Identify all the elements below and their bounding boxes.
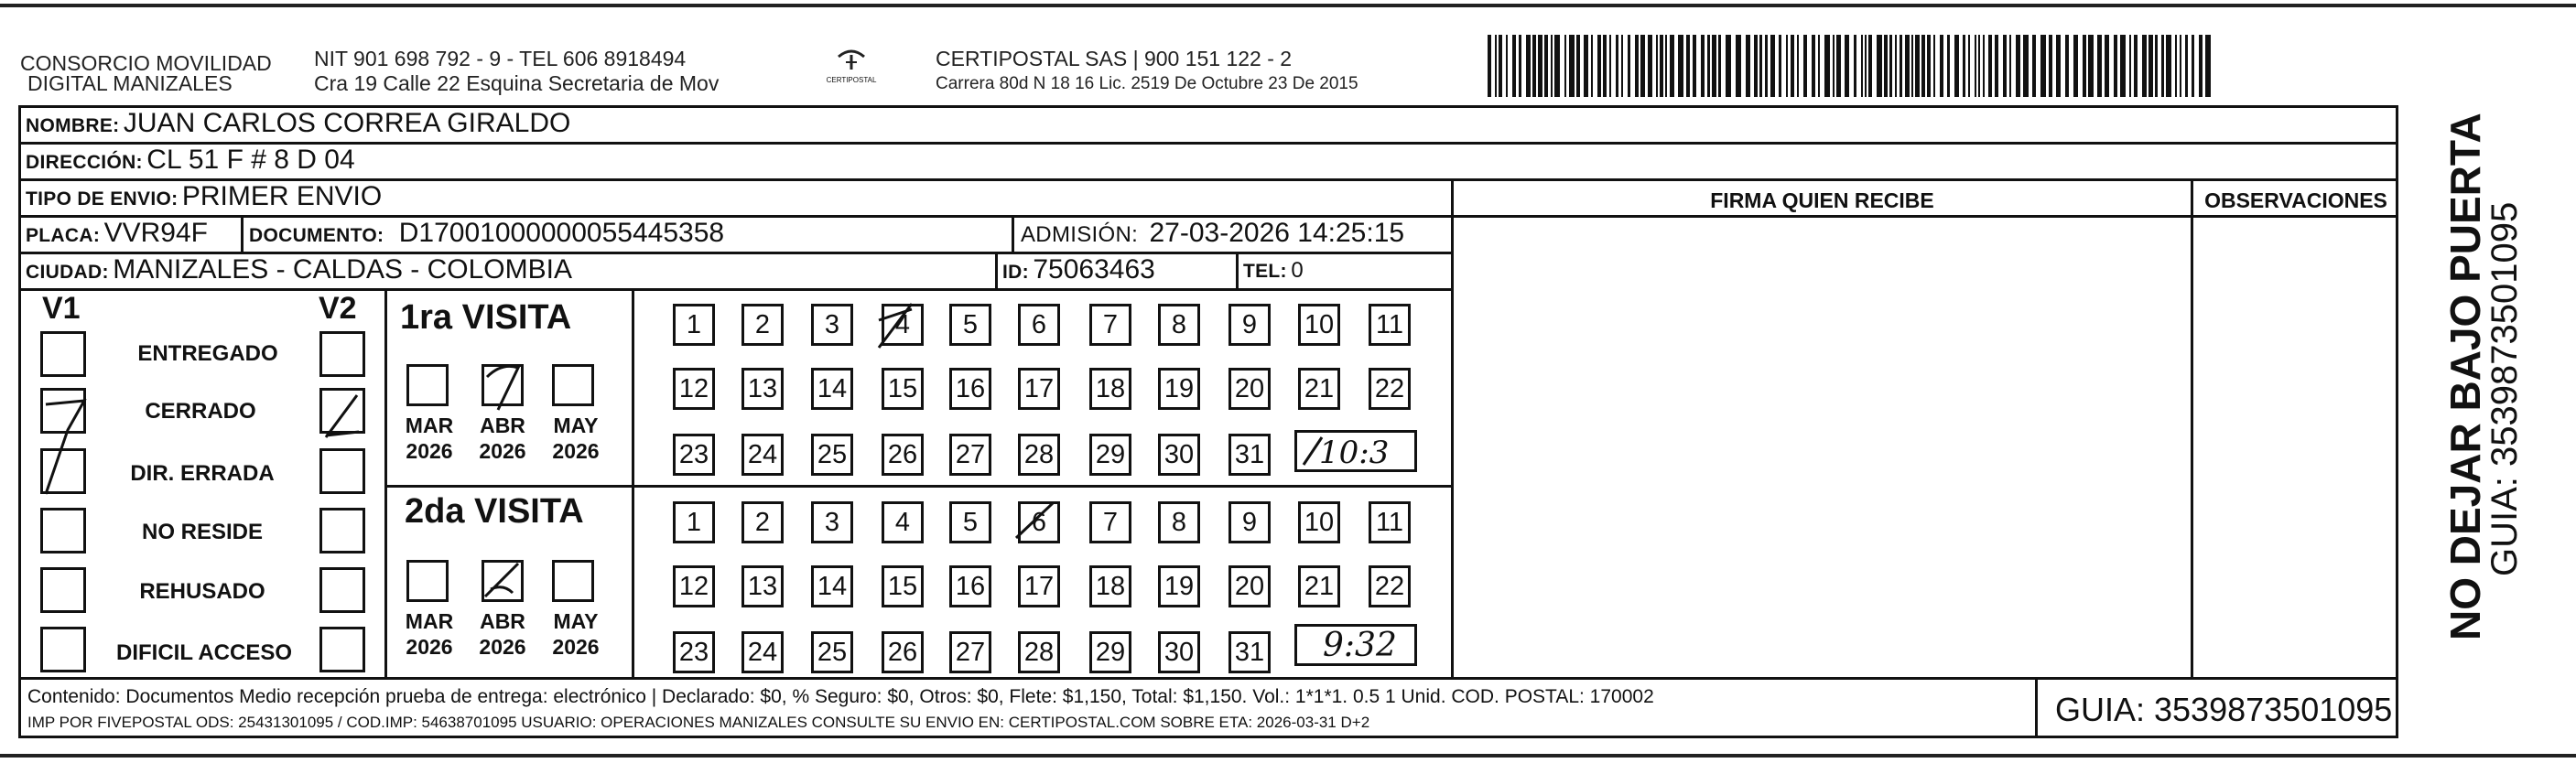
bottom-edge bbox=[0, 754, 2576, 758]
barcode-bar bbox=[2056, 35, 2061, 97]
barcode-bar bbox=[1603, 35, 1607, 97]
barcode-bar bbox=[1833, 35, 1835, 97]
barcode-bar bbox=[1812, 35, 1815, 97]
footer-guia-sep bbox=[2035, 677, 2038, 738]
barcode-bar bbox=[1564, 35, 1566, 97]
second-visit-year-abr: 2026 bbox=[479, 635, 526, 659]
barcode-bar bbox=[1915, 35, 1920, 97]
barcode-bar bbox=[1693, 35, 1696, 97]
first-visit-day-16[interactable]: 16 bbox=[949, 368, 991, 410]
second-visit-day-12[interactable]: 12 bbox=[673, 565, 715, 607]
first-visit-day-26[interactable]: 26 bbox=[882, 434, 924, 476]
placa-value: VVR94F bbox=[103, 218, 208, 248]
v1-rehusado-checkbox[interactable] bbox=[40, 567, 86, 613]
barcode-bar bbox=[1532, 35, 1536, 97]
documento-value: D17001000000055445358 bbox=[398, 218, 725, 248]
barcode-bar bbox=[1988, 35, 1992, 97]
barcode-bar bbox=[1656, 35, 1658, 97]
barcode-bar bbox=[2134, 35, 2138, 97]
v2-cerrado-checkbox[interactable] bbox=[319, 388, 365, 434]
barcode-bar bbox=[1968, 35, 1970, 97]
barcode-bar bbox=[1576, 35, 1580, 97]
first-visit-month-mar: MAR bbox=[405, 414, 454, 437]
barcode-bar bbox=[1726, 35, 1731, 97]
documento-field bbox=[249, 218, 724, 249]
firma-header: FIRMA QUIEN RECIBE bbox=[1710, 188, 1934, 212]
barcode-bar bbox=[1506, 35, 1508, 97]
barcode-bar bbox=[1746, 35, 1750, 97]
barcode-bar bbox=[1670, 35, 1674, 97]
barcode-bar bbox=[2088, 35, 2094, 97]
barcode-bar bbox=[1824, 35, 1830, 97]
second-visit-year-mar: 2026 bbox=[406, 635, 453, 659]
v2-entregado-checkbox[interactable] bbox=[319, 331, 365, 377]
barcode-bar bbox=[1686, 35, 1690, 97]
ciudad-label: CIUDAD: bbox=[26, 262, 109, 283]
barcode-bar bbox=[1736, 35, 1741, 97]
barcode-bar bbox=[1526, 35, 1531, 97]
barcode-bar bbox=[2073, 35, 2078, 97]
second-visit-day-10[interactable]: 10 bbox=[1298, 501, 1340, 543]
barcode-bar bbox=[1940, 35, 1943, 97]
second-visit-day-11[interactable]: 11 bbox=[1369, 501, 1411, 543]
admision-field bbox=[1021, 218, 1404, 249]
second-visit-day-23[interactable]: 23 bbox=[673, 631, 715, 673]
first-visit-day-20[interactable]: 20 bbox=[1228, 368, 1271, 410]
second-visit-day-22[interactable]: 22 bbox=[1369, 565, 1411, 607]
id-label: ID: bbox=[1002, 262, 1029, 283]
first-visit-year-mar: 2026 bbox=[406, 439, 453, 463]
barcode-bar bbox=[1861, 35, 1863, 97]
first-visit-day-19[interactable]: 19 bbox=[1158, 368, 1200, 410]
placa-sep bbox=[241, 215, 244, 252]
barcode-bar bbox=[2199, 35, 2203, 97]
first-visit-day-1[interactable]: 1 bbox=[673, 304, 715, 346]
barcode-bar bbox=[1963, 35, 1965, 97]
nombre-row bbox=[26, 108, 570, 139]
second-visit-day-28[interactable]: 28 bbox=[1018, 631, 1060, 673]
first-visit-day-6[interactable]: 6 bbox=[1018, 304, 1060, 346]
placa-label: PLACA: bbox=[26, 225, 101, 246]
v1-dir-errada-checkbox[interactable] bbox=[40, 448, 86, 494]
barcode-bar bbox=[1791, 35, 1794, 97]
tel-label: TEL: bbox=[1243, 261, 1287, 282]
status-cerrado: CERRADO bbox=[145, 399, 256, 424]
first-visit-day-29[interactable]: 29 bbox=[1089, 434, 1131, 476]
first-visit-abr-checkbox[interactable] bbox=[482, 364, 524, 406]
second-visit-day-16[interactable]: 16 bbox=[949, 565, 991, 607]
barcode-bar bbox=[2120, 35, 2126, 97]
barcode-bar bbox=[2148, 35, 2153, 97]
admision-value: 27-03-2026 14:25:15 bbox=[1149, 218, 1405, 248]
barcode bbox=[1488, 35, 2216, 97]
status-entregado: ENTREGADO bbox=[137, 341, 278, 366]
direccion-row bbox=[26, 145, 355, 176]
first-visit-time-box[interactable] bbox=[1294, 430, 1417, 472]
barcode-bar bbox=[2023, 35, 2029, 97]
first-visit-day-17[interactable]: 17 bbox=[1018, 368, 1060, 410]
first-visit-day-30[interactable]: 30 bbox=[1158, 434, 1200, 476]
first-visit-month-may: MAY bbox=[553, 414, 599, 437]
first-visit-mar-checkbox[interactable] bbox=[406, 364, 449, 406]
tipo-label: TIPO DE ENVIO: bbox=[26, 188, 179, 210]
barcode-bar bbox=[1754, 35, 1758, 97]
second-visit-may-checkbox[interactable] bbox=[552, 560, 594, 602]
first-visit-month-abr: ABR bbox=[480, 414, 525, 437]
company-address: Cra 19 Calle 22 Esquina Secretaria de Mov bbox=[314, 71, 720, 95]
second-visit-day-24[interactable]: 24 bbox=[741, 631, 784, 673]
id-value: 75063463 bbox=[1033, 254, 1155, 285]
second-visit-day-20[interactable]: 20 bbox=[1228, 565, 1271, 607]
second-visit-day-15[interactable]: 15 bbox=[882, 565, 924, 607]
first-visit-day-10[interactable]: 10 bbox=[1298, 304, 1340, 346]
barcode-bar bbox=[2097, 35, 2102, 97]
side-guia bbox=[2468, 91, 2525, 586]
row-sep-5 bbox=[18, 288, 1451, 291]
status-rehusado: REHUSADO bbox=[139, 579, 265, 604]
barcode-bar bbox=[1621, 35, 1623, 97]
first-visit-year-abr: 2026 bbox=[479, 439, 526, 463]
side-warning bbox=[2413, 91, 2489, 640]
obs-left-border bbox=[2191, 178, 2193, 677]
barcode-bar bbox=[2040, 35, 2046, 97]
barcode-bar bbox=[2180, 35, 2181, 97]
barcode-bar bbox=[1818, 35, 1820, 97]
barcode-bar bbox=[1718, 35, 1721, 97]
placa-field bbox=[26, 218, 208, 249]
first-visit-day-11[interactable]: 11 bbox=[1369, 304, 1411, 346]
second-visit-year-may: 2026 bbox=[552, 635, 600, 659]
admision-sep bbox=[1012, 215, 1014, 252]
row-sep-1 bbox=[18, 142, 2398, 145]
barcode-bar bbox=[1591, 35, 1593, 97]
barcode-bar bbox=[2155, 35, 2158, 97]
certipostal-line: CERTIPOSTAL SAS | 900 151 122 - 2 bbox=[936, 47, 1293, 70]
second-visit-day-1[interactable]: 1 bbox=[673, 501, 715, 543]
second-visit-day-5[interactable]: 5 bbox=[949, 501, 991, 543]
barcode-bar bbox=[2185, 35, 2188, 97]
footer-imp-line: IMP POR FIVEPOSTAL ODS: 25431301095 / COD.IMP: 54638701095 USUARIO: OPERACIONES MANIZALES CONSULTE SU ENVIO EN: CERTIPOSTAL.COM SOBRE ETA: 2026-03-31 D+2 bbox=[27, 714, 1370, 731]
v1-no-reside-checkbox[interactable] bbox=[40, 508, 86, 553]
guia-vertical: GUIA: 3539873501095 bbox=[2484, 201, 2525, 576]
v2-rehusado-checkbox[interactable] bbox=[319, 567, 365, 613]
first-visit-day-9[interactable]: 9 bbox=[1228, 304, 1271, 346]
first-visit-day-4[interactable]: 4 bbox=[882, 304, 924, 346]
ciudad-value: MANIZALES - CALDAS - COLOMBIA bbox=[113, 254, 572, 285]
v2-label: V2 bbox=[319, 291, 357, 326]
second-visit-day-19[interactable]: 19 bbox=[1158, 565, 1200, 607]
company-name-line1: CONSORCIO MOVILIDAD bbox=[20, 51, 272, 75]
second-visit-day-7[interactable]: 7 bbox=[1089, 501, 1131, 543]
second-visit-day-13[interactable]: 13 bbox=[741, 565, 784, 607]
second-visit-time-handwritten: 9:32 bbox=[1323, 627, 1397, 664]
barcode-bar bbox=[1597, 35, 1601, 97]
barcode-bar bbox=[1803, 35, 1807, 97]
barcode-bar bbox=[1978, 35, 1980, 97]
barcode-bar bbox=[1519, 35, 1521, 97]
barcode-bar bbox=[1544, 35, 1548, 97]
first-visit-day-3[interactable]: 3 bbox=[811, 304, 853, 346]
ciudad-field bbox=[26, 254, 572, 285]
second-visit-day-3[interactable]: 3 bbox=[811, 501, 853, 543]
barcode-bar bbox=[1640, 35, 1645, 97]
first-visit-day-28[interactable]: 28 bbox=[1018, 434, 1060, 476]
barcode-bar bbox=[1488, 35, 1491, 97]
barcode-bar bbox=[1712, 35, 1716, 97]
barcode-bar bbox=[1927, 35, 1931, 97]
logo-text: CERTIPOSTAL bbox=[826, 76, 877, 84]
footer-contenido: Contenido: Documentos Medio recepción prueba de entrega: electrónico | Declarado: $0, % Seguro: $0, Otros: $0, Flete: $1,150, Total: $1,150. Vol.: 1*1*1. 0.5 1 Unid. COD. POSTAL: 170002 bbox=[27, 686, 1654, 707]
v1-dificil-acceso-checkbox[interactable] bbox=[40, 627, 86, 672]
first-visit-title: 1ra VISITA bbox=[400, 298, 572, 337]
barcode-bar bbox=[1635, 35, 1639, 97]
barcode-bar bbox=[1678, 35, 1683, 97]
second-visit-day-26[interactable]: 26 bbox=[882, 631, 924, 673]
second-visit-month-abr: ABR bbox=[480, 609, 525, 633]
second-visit-day-9[interactable]: 9 bbox=[1228, 501, 1271, 543]
top-edge bbox=[0, 4, 2576, 7]
barcode-bar bbox=[1954, 35, 1959, 97]
second-visit-day-6[interactable]: 6 bbox=[1018, 501, 1060, 543]
nit-line: NIT 901 698 792 - 9 - TEL 606 8918494 bbox=[314, 47, 687, 70]
barcode-bar bbox=[1512, 35, 1516, 97]
second-visit-day-17[interactable]: 17 bbox=[1018, 565, 1060, 607]
barcode-bar bbox=[2166, 35, 2171, 97]
certipostal-logo bbox=[815, 48, 888, 93]
second-visit-time-box[interactable] bbox=[1294, 624, 1417, 666]
column-header-sep bbox=[1451, 215, 2398, 218]
id-sep bbox=[995, 252, 998, 288]
v1-cerrado-checkbox[interactable] bbox=[40, 388, 86, 434]
barcode-bar bbox=[2205, 35, 2211, 97]
first-visit-year-may: 2026 bbox=[552, 439, 600, 463]
nombre-value: JUAN CARLOS CORREA GIRALDO bbox=[123, 108, 571, 138]
first-visit-day-31[interactable]: 31 bbox=[1228, 434, 1271, 476]
barcode-bar bbox=[1975, 35, 1976, 97]
barcode-graphic bbox=[1488, 35, 2216, 97]
second-visit-day-2[interactable]: 2 bbox=[741, 501, 784, 543]
barcode-bar bbox=[1884, 35, 1888, 97]
barcode-bar bbox=[1889, 35, 1892, 97]
barcode-bar bbox=[2083, 35, 2086, 97]
barcode-bar bbox=[1797, 35, 1799, 97]
barcode-bar bbox=[1701, 35, 1705, 97]
barcode-bar bbox=[1538, 35, 1542, 97]
tipo-row bbox=[26, 181, 382, 212]
barcode-bar bbox=[1845, 35, 1849, 97]
barcode-bar bbox=[1628, 35, 1630, 97]
direccion-value: CL 51 F # 8 D 04 bbox=[146, 145, 355, 175]
barcode-bar bbox=[1665, 35, 1667, 97]
nombre-label: NOMBRE: bbox=[26, 115, 120, 136]
barcode-bar bbox=[1947, 35, 1950, 97]
second-visit-day-25[interactable]: 25 bbox=[811, 631, 853, 673]
status-visit-sep bbox=[384, 288, 387, 677]
barcode-bar bbox=[1648, 35, 1652, 97]
second-visit-day-31[interactable]: 31 bbox=[1228, 631, 1271, 673]
first-visit-may-checkbox[interactable] bbox=[552, 364, 594, 406]
first-visit-day-21[interactable]: 21 bbox=[1298, 368, 1340, 410]
id-field bbox=[1002, 254, 1155, 285]
barcode-bar bbox=[2175, 35, 2177, 97]
barcode-bar bbox=[1995, 35, 1998, 97]
barcode-bar bbox=[1499, 35, 1502, 97]
barcode-bar bbox=[1495, 35, 1497, 97]
barcode-bar bbox=[2161, 35, 2164, 97]
v1-label: V1 bbox=[42, 291, 81, 326]
barcode-bar bbox=[1786, 35, 1788, 97]
v2-no-reside-checkbox[interactable] bbox=[319, 508, 365, 553]
barcode-bar bbox=[1779, 35, 1781, 97]
status-no-reside: NO RESIDE bbox=[141, 520, 264, 544]
barcode-bar bbox=[1921, 35, 1925, 97]
barcode-bar bbox=[2009, 35, 2011, 97]
first-visit-time-handwritten: 10:3 bbox=[1319, 435, 1390, 471]
first-visit-day-8[interactable]: 8 bbox=[1158, 304, 1200, 346]
second-visit-day-18[interactable]: 18 bbox=[1089, 565, 1131, 607]
barcode-bar bbox=[1660, 35, 1663, 97]
barcode-bar bbox=[1854, 35, 1856, 97]
barcode-bar bbox=[1900, 35, 1902, 97]
first-visit-day-7[interactable]: 7 bbox=[1089, 304, 1131, 346]
documento-label: DOCUMENTO: bbox=[249, 225, 384, 246]
barcode-bar bbox=[2032, 35, 2036, 97]
barcode-bar bbox=[1616, 35, 1618, 97]
barcode-bar bbox=[2129, 35, 2131, 97]
second-visit-day-29[interactable]: 29 bbox=[1089, 631, 1131, 673]
status-dificil-acceso: DIFICIL ACCESO bbox=[115, 640, 292, 665]
barcode-bar bbox=[2114, 35, 2117, 97]
barcode-bar bbox=[2142, 35, 2147, 97]
tel-value: 0 bbox=[1291, 258, 1304, 283]
admision-label: ADMISIÓN: bbox=[1021, 222, 1139, 247]
barcode-bar bbox=[1584, 35, 1588, 97]
no-dejar-bajo-puerta: NO DEJAR BAJO PUERTA bbox=[2441, 113, 2489, 640]
visit-mid-sep bbox=[384, 485, 1451, 488]
first-visit-day-27[interactable]: 27 bbox=[949, 434, 991, 476]
barcode-bar bbox=[2065, 35, 2069, 97]
visit-days-sep bbox=[632, 288, 634, 677]
first-visit-day-12[interactable]: 12 bbox=[673, 368, 715, 410]
barcode-bar bbox=[1895, 35, 1897, 97]
barcode-bar bbox=[2049, 35, 2052, 97]
first-visit-day-24[interactable]: 24 bbox=[741, 434, 784, 476]
second-visit-day-4[interactable]: 4 bbox=[882, 501, 924, 543]
barcode-bar bbox=[1911, 35, 1913, 97]
barcode-bar bbox=[1707, 35, 1710, 97]
barcode-bar bbox=[1865, 35, 1867, 97]
barcode-bar bbox=[1765, 35, 1768, 97]
first-visit-day-25[interactable]: 25 bbox=[811, 434, 853, 476]
second-visit-mar-checkbox[interactable] bbox=[406, 560, 449, 602]
barcode-bar bbox=[2003, 35, 2007, 97]
barcode-bar bbox=[1933, 35, 1935, 97]
firma-left-border bbox=[1451, 178, 1454, 677]
tipo-value: PRIMER ENVIO bbox=[181, 181, 383, 211]
barcode-bar bbox=[1877, 35, 1882, 97]
barcode-bar bbox=[1868, 35, 1872, 97]
second-visit-day-14[interactable]: 14 bbox=[811, 565, 853, 607]
second-visit-month-may: MAY bbox=[553, 609, 599, 633]
v2-dificil-acceso-checkbox[interactable] bbox=[319, 627, 365, 672]
barcode-bar bbox=[1609, 35, 1611, 97]
status-dir-errada: DIR. ERRADA bbox=[130, 461, 275, 486]
v2-dir-errada-checkbox[interactable] bbox=[319, 448, 365, 494]
barcode-bar bbox=[1905, 35, 1910, 97]
first-visit-day-13[interactable]: 13 bbox=[741, 368, 784, 410]
first-visit-day-18[interactable]: 18 bbox=[1089, 368, 1131, 410]
second-visit-title: 2da VISITA bbox=[405, 492, 584, 531]
observaciones-header: OBSERVACIONES bbox=[2204, 188, 2387, 212]
first-visit-day-22[interactable]: 22 bbox=[1369, 368, 1411, 410]
row-sep-6 bbox=[18, 677, 2398, 680]
second-visit-abr-checkbox[interactable] bbox=[482, 560, 524, 602]
second-visit-day-8[interactable]: 8 bbox=[1158, 501, 1200, 543]
second-visit-day-21[interactable]: 21 bbox=[1298, 565, 1340, 607]
first-visit-day-5[interactable]: 5 bbox=[949, 304, 991, 346]
barcode-bar bbox=[1983, 35, 1985, 97]
second-visit-day-27[interactable]: 27 bbox=[949, 631, 991, 673]
company-name-line2: DIGITAL MANIZALES bbox=[27, 71, 233, 95]
first-visit-day-14[interactable]: 14 bbox=[811, 368, 853, 410]
barcode-bar bbox=[2192, 35, 2194, 97]
tel-field bbox=[1243, 258, 1304, 284]
barcode-bar bbox=[1759, 35, 1762, 97]
barcode-bar bbox=[1770, 35, 1775, 97]
barcode-bar bbox=[1569, 35, 1575, 97]
footer-guia: GUIA: 3539873501095 bbox=[2055, 691, 2393, 728]
tel-sep bbox=[1236, 252, 1239, 288]
first-visit-day-23[interactable]: 23 bbox=[673, 434, 715, 476]
license-line: Carrera 80d N 18 16 Lic. 2519 De Octubre 23 De 2015 bbox=[936, 74, 1358, 93]
first-visit-day-2[interactable]: 2 bbox=[741, 304, 784, 346]
first-visit-day-15[interactable]: 15 bbox=[882, 368, 924, 410]
second-visit-day-30[interactable]: 30 bbox=[1158, 631, 1200, 673]
barcode-bar bbox=[2105, 35, 2109, 97]
barcode-bar bbox=[1551, 35, 1553, 97]
barcode-bar bbox=[2016, 35, 2020, 97]
second-visit-month-mar: MAR bbox=[405, 609, 454, 633]
barcode-bar bbox=[1554, 35, 1560, 97]
direccion-label: DIRECCIÓN: bbox=[26, 152, 143, 173]
barcode-bar bbox=[1836, 35, 1841, 97]
v1-entregado-checkbox[interactable] bbox=[40, 331, 86, 377]
logo-icon bbox=[833, 48, 870, 71]
